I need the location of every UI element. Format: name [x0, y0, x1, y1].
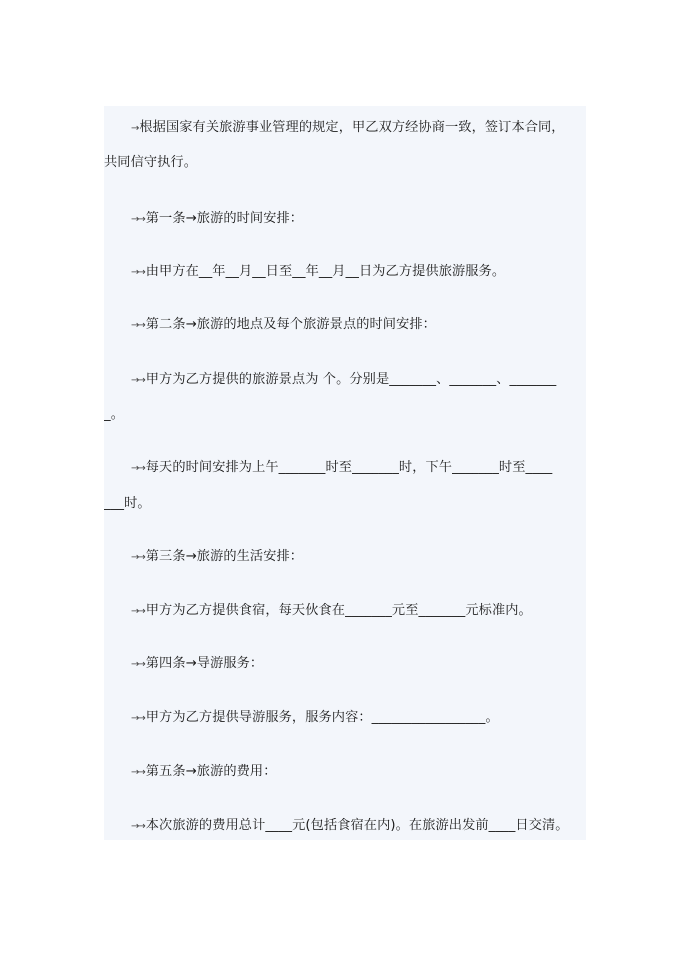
article-1-body: →→ 由甲方在__年__月__日至__年__月__日为乙方提供旅游服务。	[131, 264, 506, 279]
article-3-title: →→ 第三条→旅游的生活安排：	[131, 549, 304, 564]
tab-arrow-icon: →→	[131, 267, 144, 278]
tab-arrow-icon: →→	[131, 767, 144, 778]
article-2-time-line-2: ___时。	[104, 496, 151, 511]
article-5-body: →→ 本次旅游的费用总计____元(包括食宿在内)。在旅游出发前____日交清。	[131, 818, 569, 833]
tab-arrow-icon: →→	[131, 320, 144, 331]
article-4-body: →→ 甲方为乙方提供导游服务，服务内容：_________________。	[131, 710, 499, 725]
tab-arrow-icon: →→	[131, 463, 144, 474]
article-2-body-line-2: _。	[104, 407, 124, 422]
tab-arrow-icon: →→	[131, 659, 144, 670]
article-2-time-line-1: →→ 每天的时间安排为上午_______时至_______时，下午_______时至____	[131, 460, 553, 475]
tab-arrow-icon: →→	[131, 606, 144, 617]
tab-arrow-icon: →→	[131, 375, 144, 386]
article-5-title: →→ 第五条→旅游的费用：	[131, 764, 277, 779]
tab-arrow-icon: →→	[131, 214, 144, 225]
article-1-title: →→ 第一条→旅游的时间安排：	[131, 211, 304, 226]
article-2-title: →→ 第二条→旅游的地点及每个旅游景点的时间安排：	[131, 317, 436, 332]
tab-arrow-icon: →→	[131, 821, 144, 832]
paragraph-intro-line-2: 共同信守执行。	[104, 155, 198, 170]
tab-arrow-icon: →→	[131, 552, 144, 563]
article-3-body: →→ 甲方为乙方提供食宿，每天伙食在_______元至_______元标准内。	[131, 603, 532, 618]
tab-arrow-icon: →→	[131, 713, 144, 724]
article-2-body-line-1: →→ 甲方为乙方提供的旅游景点为 个。分别是_______、_______、_______	[131, 372, 557, 387]
tab-arrow-icon: →	[131, 123, 138, 134]
article-4-title: →→ 第四条→导游服务：	[131, 656, 264, 671]
paragraph-intro-line-1: → 根据国家有关旅游事业管理的规定，甲乙双方经协商一致，签订本合同，	[131, 120, 565, 135]
